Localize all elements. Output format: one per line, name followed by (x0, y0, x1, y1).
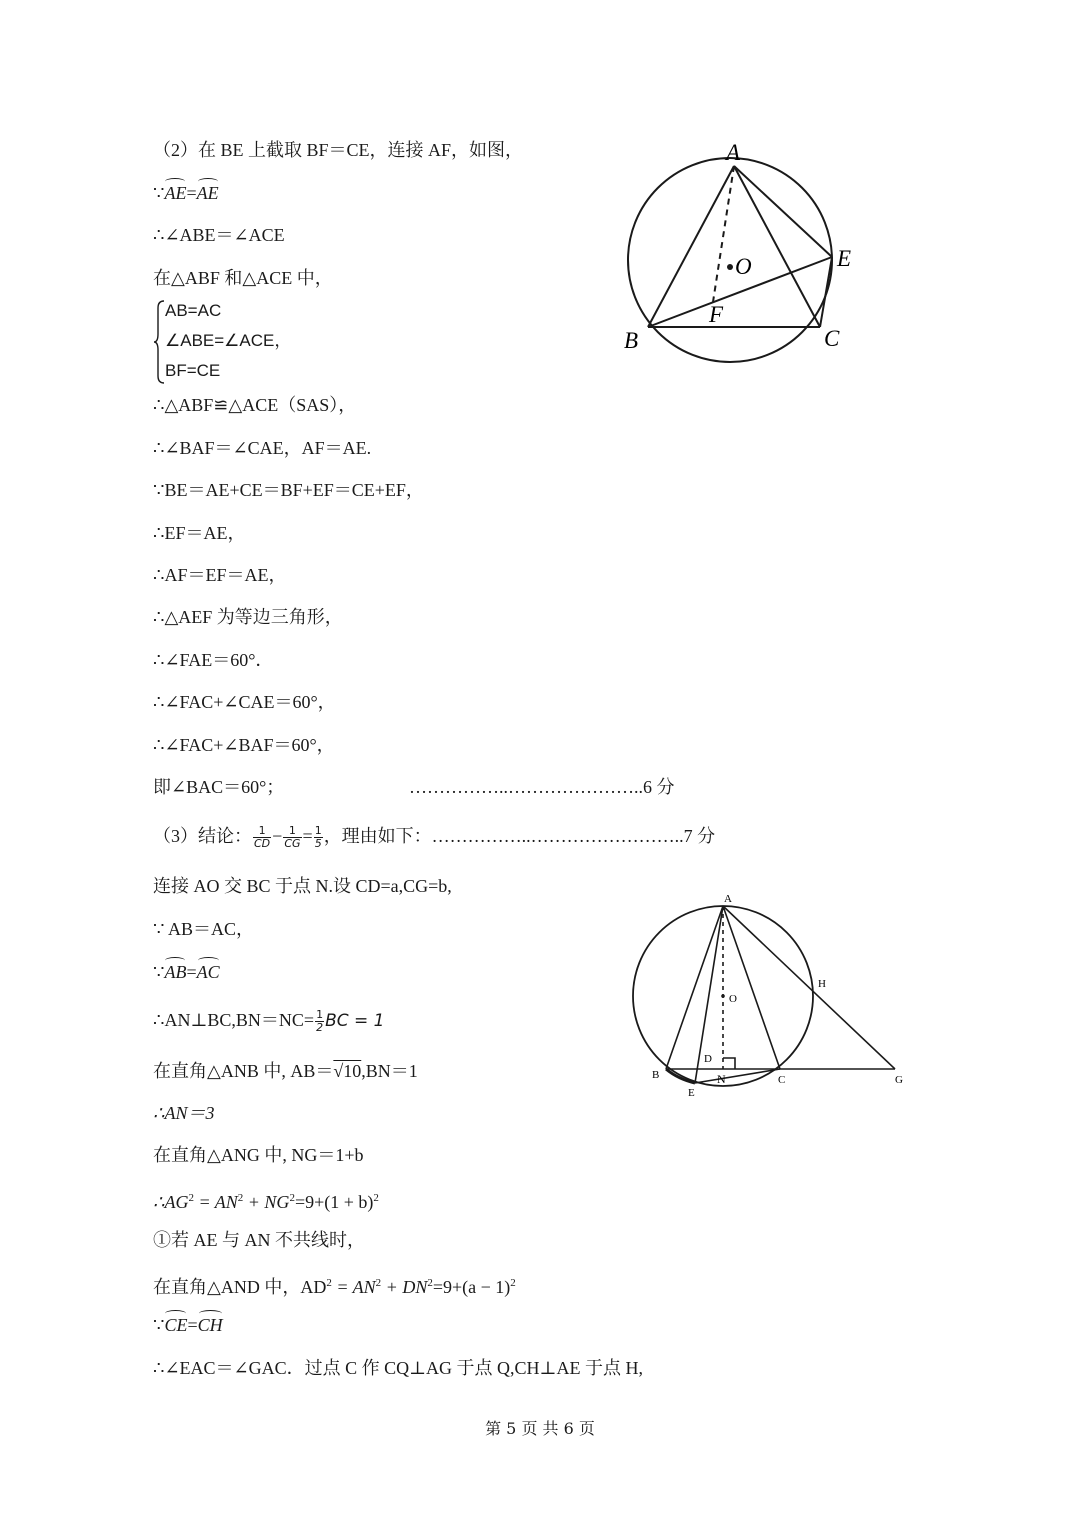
exponent: 2 (427, 1277, 433, 1289)
text: = AN (331, 1277, 376, 1297)
numerator: 1 (314, 824, 322, 838)
label-e: E (837, 246, 852, 271)
exponent: 2 (237, 1192, 244, 1204)
label-c: C (778, 1074, 786, 1086)
minus: − (272, 826, 283, 846)
score-dots-6: ……………..…………………..6 分 (409, 777, 675, 797)
text: 即∠BAC＝60°； (153, 777, 285, 797)
text: + NG (243, 1192, 290, 1212)
equals: = (302, 826, 313, 846)
center-dot-o (721, 994, 725, 998)
right-angle-mark (723, 1058, 735, 1069)
line-part2-intro (153, 138, 523, 162)
text: ∴△AEF 为等边三角形， (153, 607, 343, 627)
text: ∴AG (153, 1192, 189, 1212)
label-e: E (688, 1087, 695, 1099)
line-fac-cae (153, 690, 336, 714)
text: ∴∠FAC+∠CAE＝60°， (153, 692, 336, 712)
exponent: 2 (373, 1192, 379, 1204)
fraction-1-cd (253, 825, 271, 850)
arc-ae-1: AE (164, 183, 187, 203)
text: =9+(a − 1) (432, 1277, 511, 1297)
label-a: A (726, 140, 741, 165)
exponent: 2 (289, 1192, 295, 1204)
segment-ac (723, 906, 780, 1069)
figure-circle-triangle-abc (610, 134, 870, 384)
fraction-1-5 (314, 825, 323, 850)
text: 在△ABF 和△ACE 中， (153, 268, 333, 288)
line-arc-ce-ch (153, 1313, 223, 1337)
numerator: 1 (283, 825, 301, 838)
exponent: 2 (326, 1277, 332, 1289)
line-part3-conclusion (153, 824, 715, 850)
text: ∴∠FAE＝60°． (153, 650, 274, 670)
line-ab-ac (153, 917, 254, 941)
label-o: O (735, 254, 752, 279)
exponent: 2 (375, 1277, 382, 1289)
segment-ce (695, 1069, 780, 1083)
text: ∴∠EAC＝∠GAC．过点 C 作 CQ⊥AG 于点 Q,CH⊥AE 于点 H, (153, 1358, 643, 1378)
text: =9+(1 + b) (294, 1192, 374, 1212)
text: 在直角△AND 中，AD (153, 1277, 327, 1297)
arc-ab: AB (164, 962, 187, 982)
line-af-ef-ae (153, 563, 286, 587)
line-ad-squared (153, 1271, 516, 1299)
exponent: 2 (188, 1192, 194, 1204)
numerator: 1 (316, 1008, 324, 1022)
text: ①若 AE 与 AN 不共线时， (153, 1230, 365, 1250)
line-case-1 (153, 1228, 365, 1252)
numerator: 1 (253, 825, 271, 838)
label-c: C (824, 326, 840, 351)
label-f: F (709, 302, 724, 327)
arc-ac: AC (196, 962, 220, 982)
text: 在直角△ANG 中, NG＝1+b (153, 1145, 364, 1165)
line-angle-abe-ace (153, 223, 285, 247)
segment-ag (723, 906, 895, 1069)
arc-ce: CE (164, 1315, 188, 1335)
line-ag-squared (153, 1186, 379, 1214)
equals: = (186, 183, 197, 203)
line-fae-60 (153, 648, 273, 672)
equals: = (186, 962, 197, 982)
label-o: O (729, 993, 737, 1005)
text: （3）结论： (153, 826, 252, 846)
text: ∴AN⊥BC,BN＝NC= (153, 1010, 315, 1030)
label-b: B (652, 1069, 660, 1081)
text: ∵ AB＝AC， (153, 919, 254, 939)
equals: = (187, 1315, 198, 1335)
text: （2）在 BE 上截取 BF＝CE，连接 AF，如图， (153, 140, 524, 160)
label-n: N (717, 1072, 726, 1086)
text: ∴AN＝3 (153, 1103, 215, 1123)
line-an-3 (153, 1101, 214, 1125)
figure-circle-triangle-abg (620, 886, 920, 1106)
arc-ae-2: AE (196, 183, 219, 203)
because-symbol: ∵ (153, 962, 165, 982)
text: ∴△ABF≌△ACE（SAS）， (153, 395, 357, 415)
text: + DN (381, 1277, 428, 1297)
system-row-3: BF=CE (165, 361, 221, 380)
line-fac-baf (153, 733, 335, 757)
line-ef-ae (153, 521, 245, 545)
text: ,BN＝1 (361, 1061, 418, 1081)
line-eac-gac (153, 1356, 643, 1380)
system-row-1: AB=AC (165, 301, 222, 320)
line-arc-ab-ac (153, 960, 220, 984)
denominator: CG (284, 837, 301, 851)
line-congruent (153, 393, 356, 417)
arc-ch: CH (197, 1315, 223, 1335)
fraction-1-cg (283, 825, 301, 850)
line-bac-60 (153, 775, 675, 799)
segment-ae (734, 166, 832, 257)
text: ∴∠BAF＝∠CAE，AF＝AE. (153, 438, 372, 458)
fraction-1-2 (315, 1009, 324, 1034)
equation-system (153, 298, 353, 386)
line-be-sum (153, 478, 424, 502)
text: ∴AF＝EF＝AE， (153, 565, 287, 585)
text: ∴∠FAC+∠BAF＝60°， (153, 735, 335, 755)
label-d: D (704, 1053, 712, 1065)
line-arc-ae (153, 181, 219, 205)
line-right-triangle-anb (153, 1059, 418, 1083)
denominator: 5 (314, 837, 322, 851)
text: ∴EF＝AE， (153, 523, 246, 543)
segment-ab (666, 906, 723, 1069)
text: BC = 1 (325, 1011, 385, 1031)
text: ∵BE＝AE+CE＝BF+EF＝CE+EF， (153, 480, 424, 500)
line-connect-ao (153, 874, 452, 898)
segment-ac (734, 166, 820, 327)
line-an-perp-bc (153, 1008, 384, 1034)
text: 在直角△ANB 中, AB＝ (153, 1061, 334, 1081)
denominator: 2 (316, 1021, 324, 1035)
text: ∴∠ABE＝∠ACE (153, 225, 285, 245)
text: 连接 AO 交 BC 于点 N.设 CD=a,CG=b, (153, 876, 452, 896)
denominator: CD (254, 837, 271, 851)
sqrt-10: √10 (333, 1061, 362, 1081)
line-baf-cae (153, 436, 371, 460)
line-triangles-abf-ace (153, 266, 333, 290)
segment-ce (820, 257, 832, 327)
line-right-triangle-ang (153, 1143, 364, 1167)
label-a: A (724, 893, 732, 905)
because-symbol: ∵ (153, 1315, 165, 1335)
text: ，理由如下：……………..……………………..7 分 (323, 826, 716, 846)
center-dot-o (727, 264, 733, 270)
label-b: B (624, 328, 639, 353)
text: = AN (193, 1192, 238, 1212)
exponent: 2 (510, 1277, 516, 1289)
line-equilateral (153, 605, 343, 629)
label-g: G (895, 1074, 903, 1086)
label-h: H (818, 978, 826, 990)
system-row-2: ∠ABE=∠ACE， (165, 331, 292, 350)
because-symbol: ∵ (153, 183, 165, 203)
page-footer: 第 5 页 共 6 页 (485, 1419, 595, 1438)
